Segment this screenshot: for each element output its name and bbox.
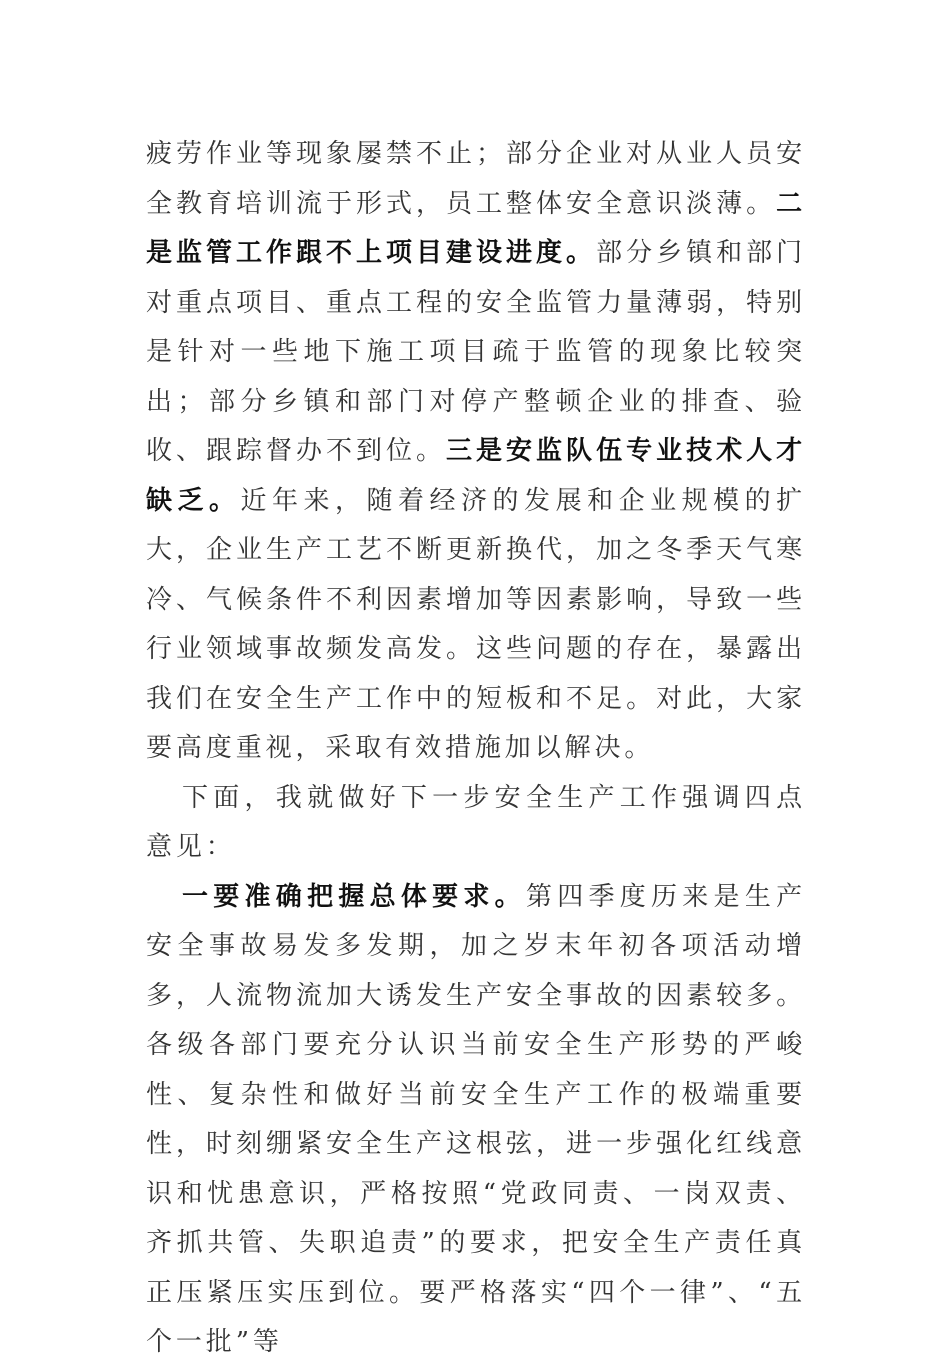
paragraph-1-heading-3: 三是安监队伍专业技术人才缺乏。 [146,436,806,516]
paragraph-3-text: 第四季度历来是生产安全事故易发多发期，加之岁末年初各项活动增多，人流物流加大诱发生产安全事故的因素较多。各级各部门要充分认识当前安全生产形势的严峻性、复杂性和做好当前安全生产工作的极端重要性，时刻绷紧安全生产这根弦，进一步强化红线意识和忧患意识，严格按照“党政同责、一岗双责、齐抓共管、失职追责”的要求，把安全生产责任真正压紧压实压到位。要严格落实“四个一律”、“五个一批”等 [146,881,806,1357]
paragraph-3-heading: 一要准确把握总体要求。 [182,881,526,912]
paragraph-1-text-1: 疲劳作业等现象屡禁不止；部分企业对从业人员安全教育培训流于形式，员工整体安全意识淡薄。 [146,139,806,219]
paragraph-point-1 [146,873,806,1368]
paragraph-continuation [146,130,806,774]
paragraph-1-text-3: 近年来，随着经济的发展和企业规模的扩大，企业生产工艺不断更新换代，加之冬季天气寒冷、气候条件不利因素增加等因素影响，导致一些行业领域事故频发高发。这些问题的存在，暴露出我们在安全生产工作中的短板和不足。对此，大家要高度重视，采取有效措施加以解决。 [146,485,806,763]
paragraph-intro: 下面，我就做好下一步安全生产工作强调四点意见： [146,782,806,862]
paragraph-1-heading-2: 二是监管工作跟不上项目建设进度。 [146,188,806,268]
paragraph-1-text-2: 部分乡镇和部门对重点项目、重点工程的安全监管力量薄弱，特别是针对一些地下施工项目疏于监管的现象比较突出；部分乡镇和部门对停产整顿企业的排查、验收、跟踪督办不到位。 [146,238,806,466]
document-body [146,130,806,1368]
